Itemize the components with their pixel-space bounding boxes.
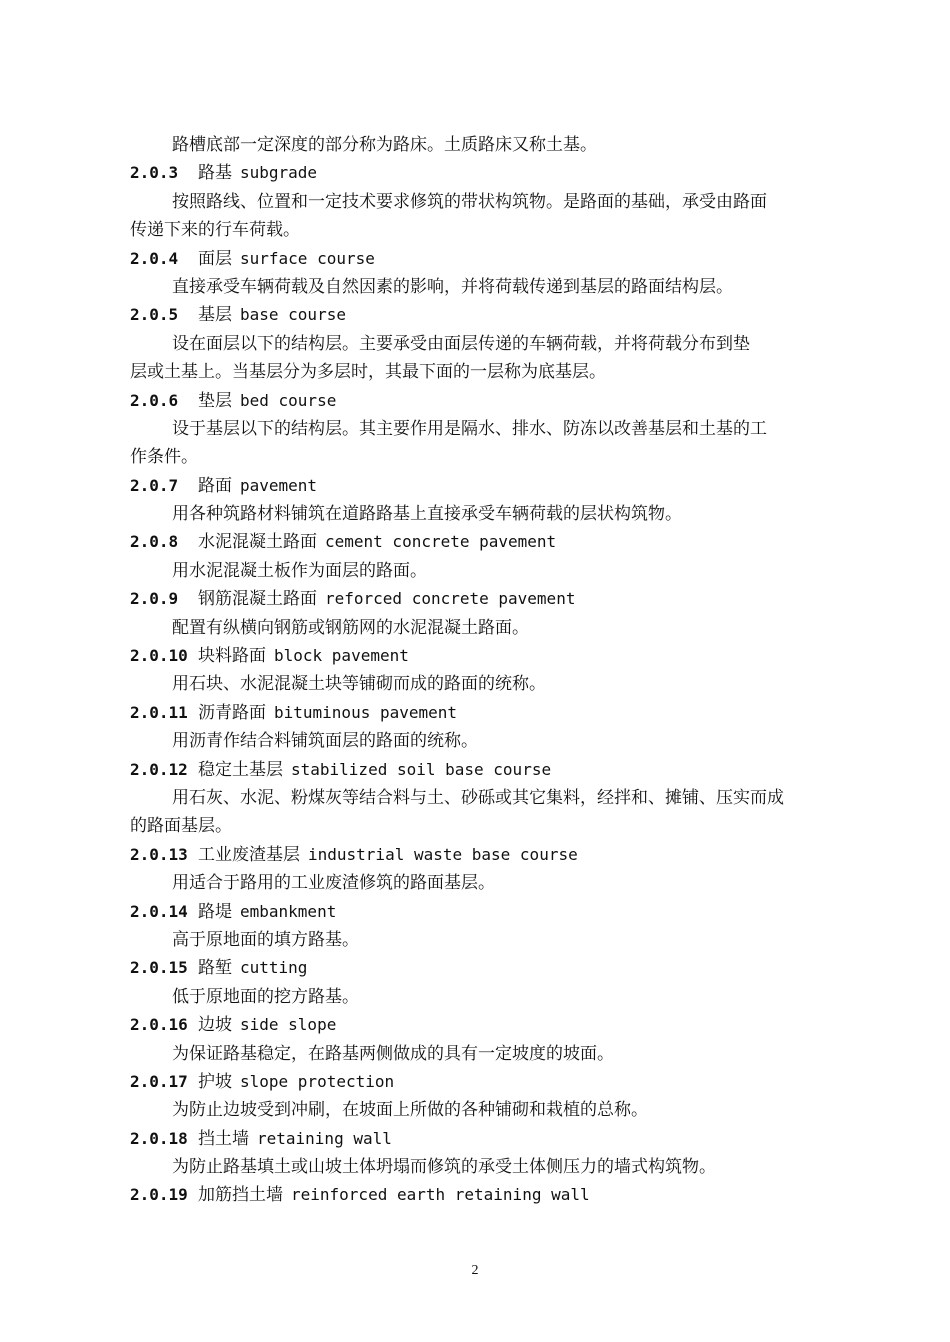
term-number: 2.0.13 bbox=[130, 844, 188, 864]
term-entry bbox=[130, 301, 830, 386]
term-entry bbox=[130, 1068, 830, 1125]
term-number: 2.0.16 bbox=[130, 1015, 188, 1035]
definition-line: 用适合于路用的工业废渣修筑的路面基层。 bbox=[172, 873, 495, 894]
term-chinese: 路基 bbox=[198, 163, 232, 184]
term-entry bbox=[130, 642, 830, 699]
term-chinese: 钢筋混凝土路面 bbox=[198, 589, 317, 610]
term-entry bbox=[130, 528, 830, 585]
term-english: industrial waste base course bbox=[308, 844, 578, 864]
definition-line: 直接承受车辆荷载及自然因素的影响，并将荷载传递到基层的路面结构层。 bbox=[172, 276, 733, 297]
term-chinese: 护坡 bbox=[198, 1071, 232, 1092]
definition-line: 用水泥混凝土板作为面层的路面。 bbox=[172, 560, 427, 581]
term-heading bbox=[130, 841, 830, 869]
definition-line: 高于原地面的填方路基。 bbox=[172, 929, 359, 950]
term-heading bbox=[130, 756, 830, 784]
definition-line: 配置有纵横向钢筋或钢筋网的水泥混凝土路面。 bbox=[172, 617, 529, 638]
term-chinese: 基层 bbox=[198, 305, 232, 326]
term-chinese: 水泥混凝土路面 bbox=[198, 532, 317, 553]
term-number: 2.0.4 bbox=[130, 248, 179, 268]
term-number: 2.0.7 bbox=[130, 475, 179, 495]
term-entry bbox=[130, 699, 830, 756]
definition-line: 为防止边坡受到冲刷，在坡面上所做的各种铺砌和栽植的总称。 bbox=[172, 1100, 648, 1121]
term-heading bbox=[130, 1068, 830, 1096]
term-chinese: 挡土墙 bbox=[198, 1128, 249, 1149]
term-entry bbox=[130, 245, 830, 302]
term-english: bed course bbox=[240, 390, 337, 410]
term-chinese: 稳定土基层 bbox=[198, 759, 283, 780]
term-heading bbox=[130, 301, 830, 329]
intro-paragraph bbox=[130, 131, 830, 159]
term-entry bbox=[130, 1011, 830, 1068]
term-heading bbox=[130, 528, 830, 556]
term-entry bbox=[130, 1125, 830, 1182]
term-english: slope protection bbox=[240, 1071, 395, 1091]
definition-line: 层或土基上。当基层分为多层时，其最下面的一层称为底基层。 bbox=[130, 362, 606, 383]
term-number: 2.0.3 bbox=[130, 163, 179, 183]
definition-line: 用各种筑路材料铺筑在道路路基上直接承受车辆荷载的层状构筑物。 bbox=[172, 504, 682, 525]
definition-line: 用石灰、水泥、粉煤灰等结合料与土、砂砾或其它集料，经拌和、摊铺、压实而成 bbox=[172, 787, 784, 808]
definition-line: 为保证路基稳定，在路基两侧做成的具有一定坡度的坡面。 bbox=[172, 1043, 614, 1064]
document-body bbox=[130, 131, 830, 1210]
term-heading bbox=[130, 585, 830, 613]
term-entry bbox=[130, 841, 830, 898]
term-number: 2.0.15 bbox=[130, 958, 188, 978]
term-chinese: 垫层 bbox=[198, 390, 232, 411]
term-chinese: 路堤 bbox=[198, 901, 232, 922]
term-english: base course bbox=[240, 305, 346, 325]
term-number: 2.0.19 bbox=[130, 1185, 188, 1205]
term-number: 2.0.8 bbox=[130, 532, 179, 552]
term-heading bbox=[130, 1181, 830, 1209]
term-chinese: 沥青路面 bbox=[198, 702, 266, 723]
term-english: side slope bbox=[240, 1015, 337, 1035]
term-number: 2.0.6 bbox=[130, 390, 179, 410]
term-english: reinforced earth retaining wall bbox=[291, 1185, 590, 1205]
term-english: embankment bbox=[240, 901, 337, 921]
term-english: surface course bbox=[240, 248, 375, 268]
term-english: stabilized soil base course bbox=[291, 759, 552, 779]
term-number: 2.0.12 bbox=[130, 759, 188, 779]
term-english: block pavement bbox=[274, 646, 409, 666]
term-heading bbox=[130, 245, 830, 273]
term-heading bbox=[130, 159, 830, 187]
term-english: cutting bbox=[240, 958, 308, 978]
term-chinese: 边坡 bbox=[198, 1015, 232, 1036]
term-list bbox=[130, 159, 830, 1209]
term-heading bbox=[130, 642, 830, 670]
definition-line: 路槽底部一定深度的部分称为路床。土质路床又称土基。 bbox=[172, 135, 597, 155]
term-chinese: 块料路面 bbox=[198, 646, 266, 667]
term-entry bbox=[130, 1181, 830, 1209]
term-entry bbox=[130, 898, 830, 955]
term-heading bbox=[130, 699, 830, 727]
term-heading bbox=[130, 1011, 830, 1039]
definition-line: 设于基层以下的结构层。其主要作用是隔水、排水、防冻以改善基层和土基的工 bbox=[172, 418, 767, 439]
term-heading bbox=[130, 387, 830, 415]
term-english: reforced concrete pavement bbox=[325, 589, 576, 609]
term-entry bbox=[130, 585, 830, 642]
term-entry bbox=[130, 954, 830, 1011]
term-english: pavement bbox=[240, 475, 318, 495]
page-number: 2 bbox=[471, 1263, 479, 1278]
term-entry bbox=[130, 387, 830, 472]
term-number: 2.0.5 bbox=[130, 305, 179, 325]
term-entry bbox=[130, 756, 830, 841]
term-number: 2.0.14 bbox=[130, 901, 188, 921]
term-chinese: 工业废渣基层 bbox=[198, 844, 300, 865]
definition-line: 用沥青作结合料铺筑面层的路面的统称。 bbox=[172, 731, 478, 752]
definition-line: 设在面层以下的结构层。主要承受由面层传递的车辆荷载，并将荷载分布到垫 bbox=[172, 333, 750, 354]
term-number: 2.0.18 bbox=[130, 1128, 188, 1148]
definition-line: 低于原地面的挖方路基。 bbox=[172, 986, 359, 1007]
term-entry bbox=[130, 472, 830, 529]
definition-line: 为防止路基填土或山坡土体坍塌而修筑的承受土体侧压力的墙式构筑物。 bbox=[172, 1157, 716, 1178]
term-chinese: 路面 bbox=[198, 475, 232, 496]
term-number: 2.0.10 bbox=[130, 646, 188, 666]
term-entry bbox=[130, 159, 830, 244]
definition-line: 的路面基层。 bbox=[130, 816, 232, 837]
definition-line: 用石块、水泥混凝土块等铺砌而成的路面的统称。 bbox=[172, 674, 546, 695]
term-heading bbox=[130, 954, 830, 982]
term-heading bbox=[130, 472, 830, 500]
term-number: 2.0.17 bbox=[130, 1071, 188, 1091]
term-number: 2.0.11 bbox=[130, 702, 188, 722]
term-heading bbox=[130, 1125, 830, 1153]
term-heading bbox=[130, 898, 830, 926]
definition-line: 作条件。 bbox=[130, 447, 198, 468]
term-english: subgrade bbox=[240, 163, 318, 183]
term-english: cement concrete pavement bbox=[325, 532, 557, 552]
term-number: 2.0.9 bbox=[130, 589, 179, 609]
term-english: bituminous pavement bbox=[274, 702, 458, 722]
definition-line: 传递下来的行车荷载。 bbox=[130, 220, 300, 241]
definition-line: 按照路线、位置和一定技术要求修筑的带状构筑物。是路面的基础，承受由路面 bbox=[172, 191, 767, 212]
term-english: retaining wall bbox=[257, 1128, 392, 1148]
term-chinese: 面层 bbox=[198, 248, 232, 269]
term-chinese: 加筋挡土墙 bbox=[198, 1185, 283, 1206]
term-chinese: 路堑 bbox=[198, 958, 232, 979]
